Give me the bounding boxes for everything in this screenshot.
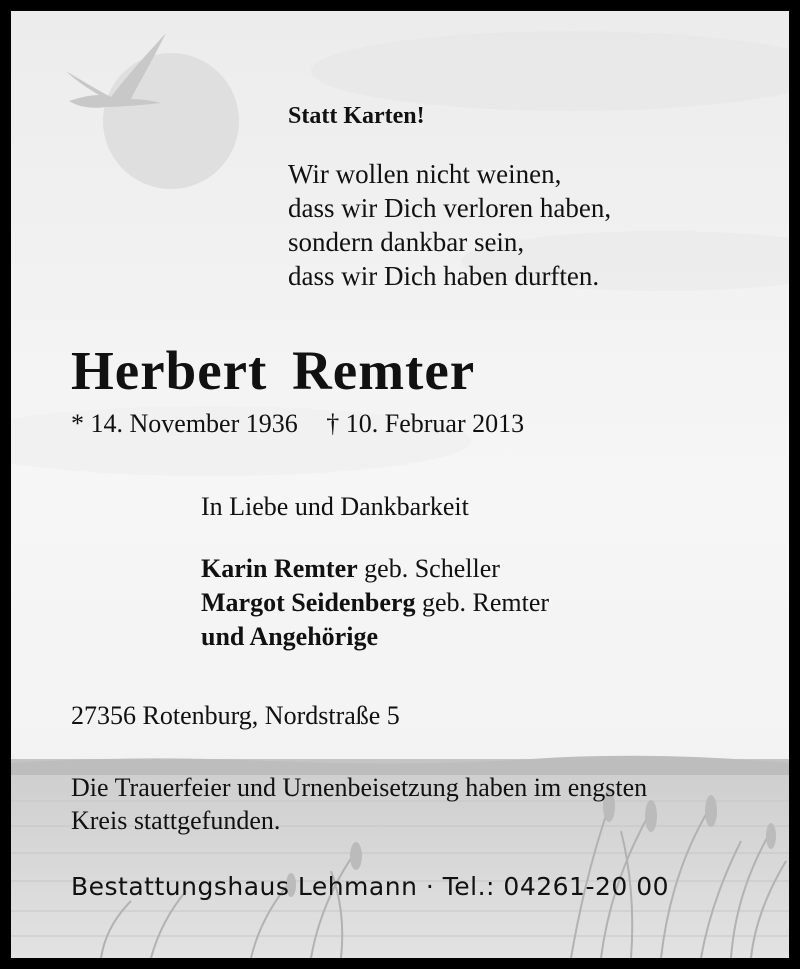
sun-shape (103, 53, 239, 189)
family-member-suffix: geb. Scheller (364, 554, 500, 583)
deceased-name: Herbert Remter (71, 340, 476, 401)
family-member-name: Karin Remter (201, 554, 358, 583)
family-member (201, 586, 549, 620)
death-date: † 10. Februar 2013 (326, 409, 525, 438)
family-address: 27356 Rotenburg, Nordstraße 5 (71, 701, 400, 730)
family-member-name: und Angehörige (201, 622, 378, 651)
funeral-home-contact: Bestattungshaus Lehmann · Tel.: 04261-20 00 (71, 872, 670, 901)
statt-karten-heading: Statt Karten! (288, 103, 425, 129)
family-list (201, 552, 549, 654)
family-member (201, 552, 549, 586)
memorial-poem (288, 157, 611, 293)
poem-line: dass wir Dich verloren haben, (288, 193, 612, 223)
family-member-name: Margot Seidenberg (201, 588, 416, 617)
service-notice (71, 771, 647, 837)
family-member-suffix: geb. Remter (421, 588, 550, 617)
poem-line: sondern dankbar sein, (288, 227, 525, 257)
dedication-line: In Liebe und Dankbarkeit (201, 492, 469, 521)
poem-line: dass wir Dich haben durften. (288, 261, 600, 291)
life-dates (71, 409, 524, 439)
service-line: Die Trauerfeier und Urnenbeisetzung haben im engsten (71, 773, 648, 802)
service-line: Kreis stattgefunden. (71, 806, 281, 835)
family-member (201, 620, 549, 654)
birth-date: * 14. November 1936 (71, 409, 298, 438)
poem-line: Wir wollen nicht weinen, (288, 159, 562, 189)
